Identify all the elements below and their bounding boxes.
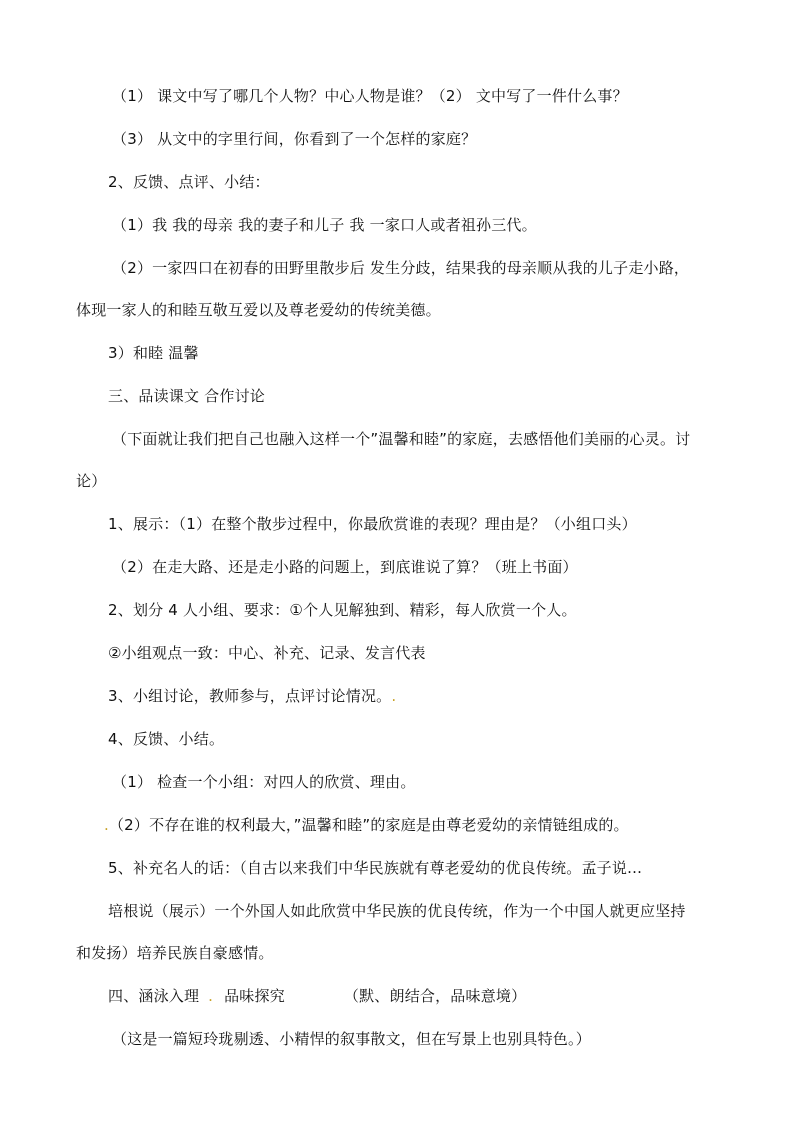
paragraph-bacon-line-1: 培根说（展示）一个外国人如此欣赏中华民族的优良传统，作为一个中国人就更应坚持	[108, 902, 686, 920]
heading-four-subtitle: 品味探究	[224, 987, 285, 1005]
paragraph-feedback-heading: 2、反馈、点评、小结：	[108, 173, 270, 191]
paragraph-display-1: 1、展示：（1）在整个散步过程中，你最欣赏谁的表现？理由是？（小组口头）	[108, 515, 637, 533]
paragraph-group-roles: ②小组观点一致：中心、补充、记录、发言代表	[108, 644, 426, 662]
paragraph-harmony: 3）和睦 温馨	[108, 344, 199, 362]
discussion-text: 3、小组讨论，教师参与，点评讨论情况。	[108, 687, 392, 705]
paragraph-questions-1: （1） 课文中写了哪几个人物？中心人物是谁？（2） 文中写了一件什么事？	[112, 87, 628, 105]
paragraph-feedback-summary: 4、反馈、小结。	[108, 730, 225, 748]
paragraph-famous-quotes: 5、补充名人的话：（自古以来我们中华民族就有尊老爱幼的优良传统。孟子说…	[108, 859, 643, 877]
paragraph-intro-line-1: （下面就让我们把自己也融入这样一个”温馨和睦”的家庭，去感悟他们美丽的心灵。讨	[112, 430, 691, 448]
paragraph-event-line-2: 体现一家人的和睦互敬互爱以及尊老爱幼的传统美德。	[76, 301, 441, 319]
dot-mark: .	[391, 687, 397, 705]
heading-four-method: （默、朗结合，品味意境）	[343, 987, 527, 1005]
dot-mark: .	[104, 816, 109, 834]
paragraph-groups: 2、划分 4 人小组、要求：①个人见解独到、精彩，每人欣赏一个人。	[108, 601, 577, 619]
paragraph-display-2: （2）在走大路、还是走小路的问题上，到底谁说了算？（班上书面）	[112, 558, 578, 576]
paragraph-bacon-line-2: 和发扬）培养民族自豪感情。	[76, 944, 274, 962]
paragraph-characters: （1）我 我的母亲 我的妻子和儿子 我 一家口人或者祖孙三代。	[112, 216, 537, 234]
paragraph-essay-feature: （这是一篇短玲珑剔透、小精悍的叙事散文，但在写景上也别具特色。）	[112, 1030, 591, 1048]
paragraph-questions-2: （3） 从文中的字里行间，你看到了一个怎样的家庭？	[112, 130, 477, 148]
no-power-text: （2）不存在谁的权利最大，”温馨和睦”的家庭是由尊老爱幼的亲情链组成的。	[108, 816, 629, 834]
heading-four-title: 四、涵泳入理	[108, 987, 200, 1005]
dot-mark: .	[208, 987, 214, 1005]
paragraph-discussion	[108, 686, 758, 706]
paragraph-intro-line-2: 论）	[76, 472, 107, 490]
paragraph-check-group: （1） 检查一个小组：对四人的欣赏、理由。	[112, 773, 416, 791]
paragraph-event-line-1: （2）一家四口在初春的田野里散步后 发生分歧，结果我的母亲顺从我的儿子走小路，	[112, 259, 690, 277]
section-heading-three: 三、品读课文 合作讨论	[108, 387, 265, 405]
paragraph-no-power	[104, 815, 754, 835]
section-heading-four	[108, 986, 758, 1006]
